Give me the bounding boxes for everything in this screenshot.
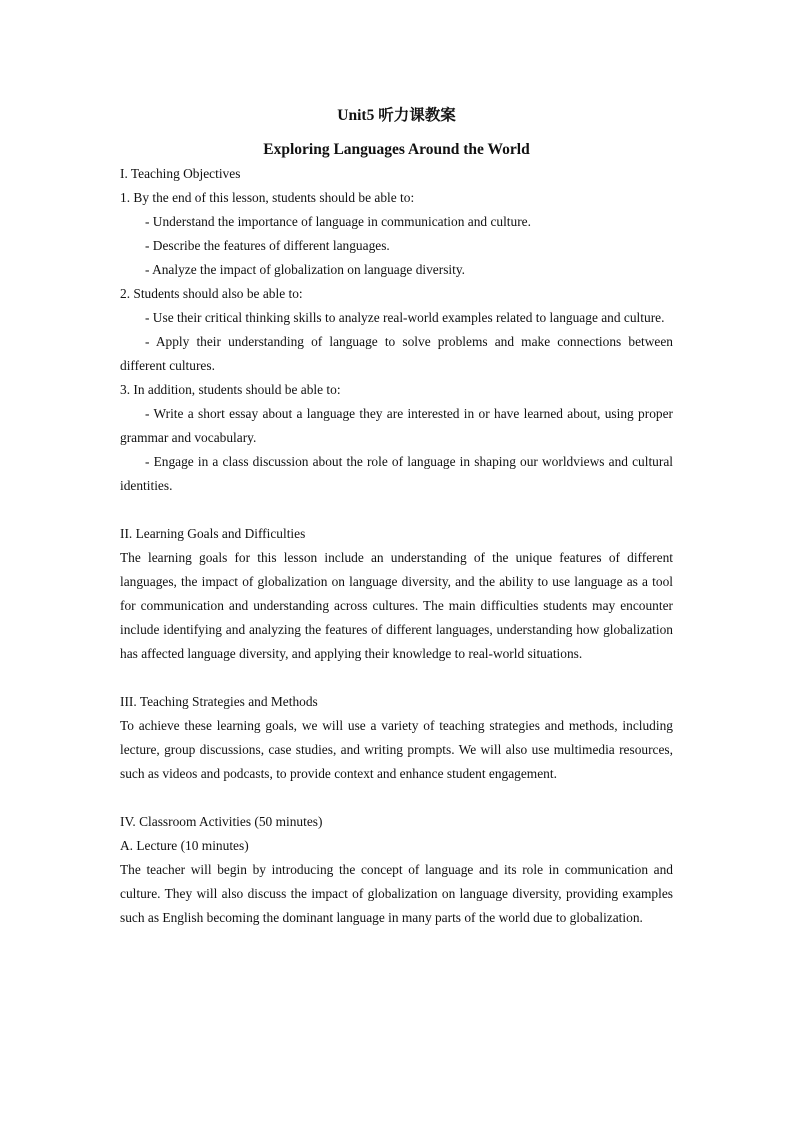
- paragraph-spacer: [120, 666, 673, 690]
- section-heading-strategies: III. Teaching Strategies and Methods: [120, 694, 318, 709]
- objective-bullet: - Use their critical thinking skills to analyze real-world examples related to language and culture.: [145, 310, 665, 325]
- lesson-subtitle: Exploring Languages Around the World: [263, 141, 530, 158]
- paragraph-spacer: [120, 498, 673, 522]
- objective-bullet: - Analyze the impact of globalization on language diversity.: [145, 262, 466, 277]
- objective-bullet: - Write a short essay about a language they are interested in or have learned about, using proper grammar and vocabulary.: [120, 406, 673, 445]
- objective-bullet: - Understand the importance of language in communication and culture.: [145, 214, 531, 229]
- strategies-paragraph: To achieve these learning goals, we will use a variety of teaching strategies and methods, including lecture, group discussions, case studies, and writing prompts. We will also use multimedia resources, such as videos and podcasts, to provide context and enhance student engagement.: [120, 718, 673, 781]
- lecture-paragraph: The teacher will begin by introducing the concept of language and its role in communication and culture. They will also discuss the impact of globalization on language diversity, providing examples such as English becoming the dominant language in many parts of the world due to globalization.: [120, 862, 673, 925]
- goals-paragraph: The learning goals for this lesson include an understanding of the unique features of different languages, the impact of globalization on language diversity, and the ability to use language as a tool for communication and understanding across cultures. The main difficulties students may encounter include identifying and analyzing the features of different languages, understanding how globalization has affected language diversity, and applying their knowledge to real-world situations.: [120, 550, 673, 661]
- objective-bullet: - Engage in a class discussion about the role of language in shaping our worldviews and cultural identities.: [120, 454, 673, 493]
- activity-lecture-heading: A. Lecture (10 minutes): [120, 838, 249, 853]
- objective-bullet: - Apply their understanding of language to solve problems and make connections between different cultures.: [120, 334, 673, 373]
- section-heading-activities: IV. Classroom Activities (50 minutes): [120, 814, 323, 829]
- document-content: [120, 104, 673, 930]
- document-title: Unit5 听力课教案: [337, 107, 456, 124]
- section-heading-goals: II. Learning Goals and Difficulties: [120, 526, 306, 541]
- objective-item-3: 3. In addition, students should be able to:: [120, 382, 341, 397]
- objective-item-2: 2. Students should also be able to:: [120, 286, 303, 301]
- paragraph-spacer: [120, 786, 673, 810]
- section-heading-objectives: I. Teaching Objectives: [120, 166, 241, 181]
- objective-bullet: - Describe the features of different languages.: [145, 238, 390, 253]
- objective-item-1: 1. By the end of this lesson, students should be able to:: [120, 190, 415, 205]
